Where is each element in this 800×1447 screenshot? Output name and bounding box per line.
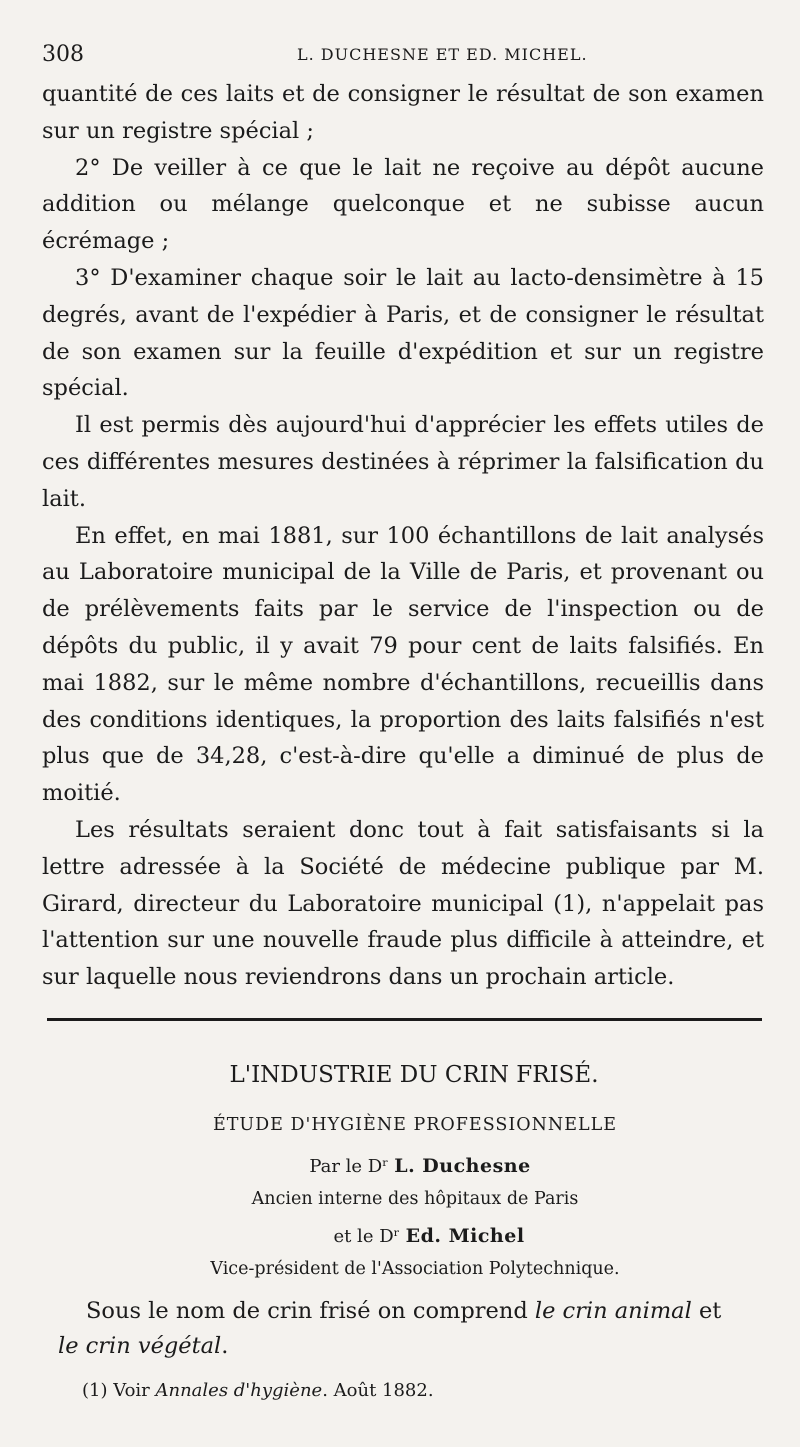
intro-mid: et xyxy=(691,1298,722,1324)
footnote xyxy=(82,1380,762,1401)
body-text xyxy=(42,76,764,996)
article-subtitle: ÉTUDE D'HYGIÈNE PROFESSIONNELLE xyxy=(212,1115,618,1135)
footnote-source: Annales d'hygiène xyxy=(155,1380,323,1401)
paragraph-results: Les résultats seraient donc tout à fait satisfaisants si la lettre adressée à la Société de médecine publique par M. Girard, directeur du Laboratoire municipal (1), n'appelait pas l'attention sur une nouvelle fraude plus difficile à atteindre, et sur laquelle nous reviendrons dans un prochain article. xyxy=(42,816,764,991)
running-title: L. DUCHESNE ET ED. MICHEL. xyxy=(297,45,588,64)
intro-line-2 xyxy=(58,1329,778,1364)
footnote-date: . Août 1882. xyxy=(322,1380,434,1401)
author-prefix: Par le Dʳ xyxy=(309,1156,389,1177)
intro-start: Sous le nom de crin frisé on comprend xyxy=(86,1298,535,1324)
footnote-marker: (1) Voir xyxy=(82,1380,156,1401)
author-name: L. Duchesne xyxy=(394,1155,531,1177)
paragraph-item-3: 3° D'examiner chaque soir le lait au lacto-densimètre à 15 degrés, avant de l'expédier à Paris, et de consigner le résultat de son examen sur la feuille d'expédition et sur un registre spécial. xyxy=(42,264,764,402)
coauthor-prefix: et le Dʳ xyxy=(333,1226,400,1247)
paragraph-statistics: En effet, en mai 1881, sur 100 échantillons de lait analysés au Laboratoire municipal de la Ville de Paris, et provenant ou de prélèvements faits par le service de l'inspection ou de dépôts du public, il y avait 79 pour cent de laits falsifiés. En mai 1882, sur le même nombre d'échantillons, recueillis dans des conditions identiques, la proportion des laits falsifiés n'est plus que de 34,28, c'est-à-dire qu'elle a diminué de plus de moitié. xyxy=(42,522,764,807)
article-intro xyxy=(58,1294,778,1364)
section-divider xyxy=(47,1018,762,1021)
coauthor-line xyxy=(0,1225,800,1247)
intro-em-animal: le crin animal xyxy=(534,1298,692,1324)
coauthor-role: Vice-président de l'Association Polytechnique. xyxy=(210,1259,620,1279)
intro-em-vegetal: le crin végétal xyxy=(58,1333,222,1359)
intro-line-1 xyxy=(58,1294,778,1329)
paragraph-effects: Il est permis dès aujourd'hui d'apprécier les effets utiles de ces différentes mesures destinées à réprimer la falsification du lait. xyxy=(42,412,764,512)
article-title: L'INDUSTRIE DU CRIN FRISÉ. xyxy=(229,1062,599,1088)
page-number: 308 xyxy=(42,42,84,67)
page-header xyxy=(42,38,762,72)
author-role: Ancien interne des hôpitaux de Paris xyxy=(251,1189,579,1209)
coauthor-name: Ed. Michel xyxy=(405,1225,525,1247)
author-line xyxy=(0,1155,800,1177)
paragraph-item-2: 2° De veiller à ce que le lait ne reçoive au dépôt aucune addition ou mélange quelconque et ne subisse aucun écrémage ; xyxy=(42,154,764,255)
paragraph-continuation: quantité de ces laits et de consigner le résultat de son examen sur un registre spécial ; xyxy=(42,81,764,144)
intro-end: . xyxy=(221,1333,229,1359)
